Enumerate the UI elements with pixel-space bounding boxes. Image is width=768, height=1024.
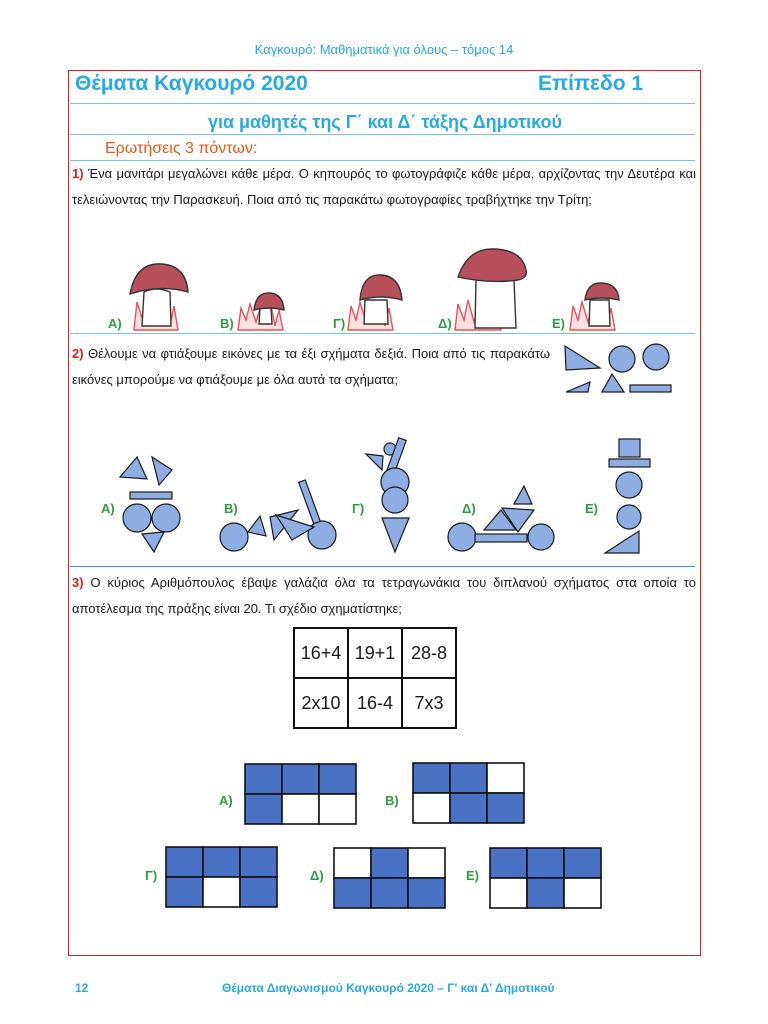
six-shapes-set bbox=[560, 340, 680, 400]
subtitle: για μαθητές της Γ΄ και Δ΄ τάξης Δημοτικού bbox=[207, 112, 563, 132]
pattern-option-c-image[interactable] bbox=[166, 847, 277, 907]
question-2-rule bbox=[70, 566, 695, 567]
q3-option-b-label[interactable]: Β) bbox=[385, 793, 399, 808]
q1-option-c-label[interactable]: Γ) bbox=[333, 316, 346, 331]
grid-pattern-options bbox=[0, 750, 768, 920]
q2-option-d-label[interactable]: Δ) bbox=[462, 501, 476, 516]
grid-cell: 2x10 bbox=[294, 678, 348, 728]
grid-cell: 7x3 bbox=[402, 678, 456, 728]
question-3-text: Ο κύριος Αριθμόπουλος έβαψε γαλάζια όλα τα τετραγωνάκια του διπλανού σχήματος στα οποία το αποτέλεσμα της πράξης είναι 20. Τι σχέδιο σχηματίστηκε; bbox=[72, 575, 696, 616]
question-3 bbox=[72, 570, 696, 622]
mushroom-option-a-image[interactable] bbox=[130, 264, 188, 330]
running-head: Καγκουρό: Μαθηματικά για όλους – τόμος 14 bbox=[254, 42, 514, 57]
grid-row bbox=[294, 678, 456, 728]
page-title: Θέματα Καγκουρό 2020 bbox=[75, 72, 308, 95]
pattern-option-d-image[interactable] bbox=[334, 848, 445, 908]
q1-option-b-label[interactable]: Β) bbox=[220, 316, 234, 331]
mushroom-option-b-image[interactable] bbox=[238, 293, 284, 330]
question-2-number: 2) bbox=[72, 346, 84, 361]
question-1 bbox=[72, 161, 696, 213]
arithmetic-grid bbox=[293, 627, 457, 729]
question-1-rule bbox=[70, 333, 695, 334]
q1-option-d-label[interactable]: Δ) bbox=[438, 316, 452, 331]
question-2 bbox=[72, 341, 550, 393]
question-1-number: 1) bbox=[72, 166, 84, 181]
level-title: Επίπεδο 1 bbox=[538, 72, 644, 95]
q1-option-e-label[interactable]: Ε) bbox=[552, 316, 565, 331]
mushroom-option-c-image[interactable] bbox=[348, 275, 402, 330]
grid-cell: 16+4 bbox=[294, 628, 348, 678]
pattern-option-e-image[interactable] bbox=[490, 848, 601, 908]
shapes-option-d-image[interactable] bbox=[448, 486, 554, 551]
mushroom-option-d-image[interactable] bbox=[455, 249, 526, 330]
pattern-option-a-image[interactable] bbox=[245, 764, 356, 824]
shape-pictures-options bbox=[100, 430, 670, 560]
grid-cell: 16-4 bbox=[348, 678, 402, 728]
q2-option-b-label[interactable]: Β) bbox=[224, 501, 238, 516]
grid-cell: 28-8 bbox=[402, 628, 456, 678]
footer-text: Θέματα Διαγωνισμού Καγκουρό 2020 – Γ' και Δ' Δημοτικού bbox=[222, 981, 555, 995]
section-heading: Ερωτήσεις 3 πόντων: bbox=[105, 140, 258, 157]
shapes-option-a-image[interactable] bbox=[120, 457, 180, 552]
q3-option-c-label[interactable]: Γ) bbox=[145, 868, 158, 883]
q2-option-c-label[interactable]: Γ) bbox=[352, 501, 365, 516]
mushroom-options bbox=[70, 240, 670, 335]
question-1-text: Ένα μανιτάρι μεγαλώνει κάθε μέρα. Ο κηπουρός το φωτογράφιζε κάθε μέρα, αρχίζοντας την Δευτέρα και τελειώνοντας την Παρασκευή. Ποια από τις παρακάτω φωτογραφίες τραβήχτηκε την Τρίτη; bbox=[72, 166, 696, 207]
q2-option-a-label[interactable]: Α) bbox=[101, 501, 115, 516]
page-number: 12 bbox=[75, 981, 89, 995]
shapes-option-c-image[interactable] bbox=[366, 438, 409, 552]
q2-option-e-label[interactable]: Ε) bbox=[585, 501, 598, 516]
grid-row bbox=[294, 628, 456, 678]
pattern-option-b-image[interactable] bbox=[413, 763, 524, 823]
question-2-text: Θέλουμε να φτιάξουμε εικόνες με τα έξι σχήματα δεξιά. Ποια από τις παρακάτω εικόνες μπορούμε να φτιάξουμε με όλα αυτά τα σχήματα; bbox=[72, 346, 550, 387]
q1-option-a-label[interactable]: Α) bbox=[108, 316, 122, 331]
q3-option-e-label[interactable]: Ε) bbox=[466, 868, 479, 883]
question-3-number: 3) bbox=[72, 575, 84, 590]
grid-cell: 19+1 bbox=[348, 628, 402, 678]
subtitle-rule bbox=[70, 134, 695, 135]
mushroom-option-e-image[interactable] bbox=[570, 283, 619, 330]
q3-option-a-label[interactable]: Α) bbox=[219, 793, 233, 808]
q3-option-d-label[interactable]: Δ) bbox=[310, 868, 324, 883]
shapes-option-e-image[interactable] bbox=[605, 439, 650, 553]
title-rule bbox=[70, 103, 695, 104]
